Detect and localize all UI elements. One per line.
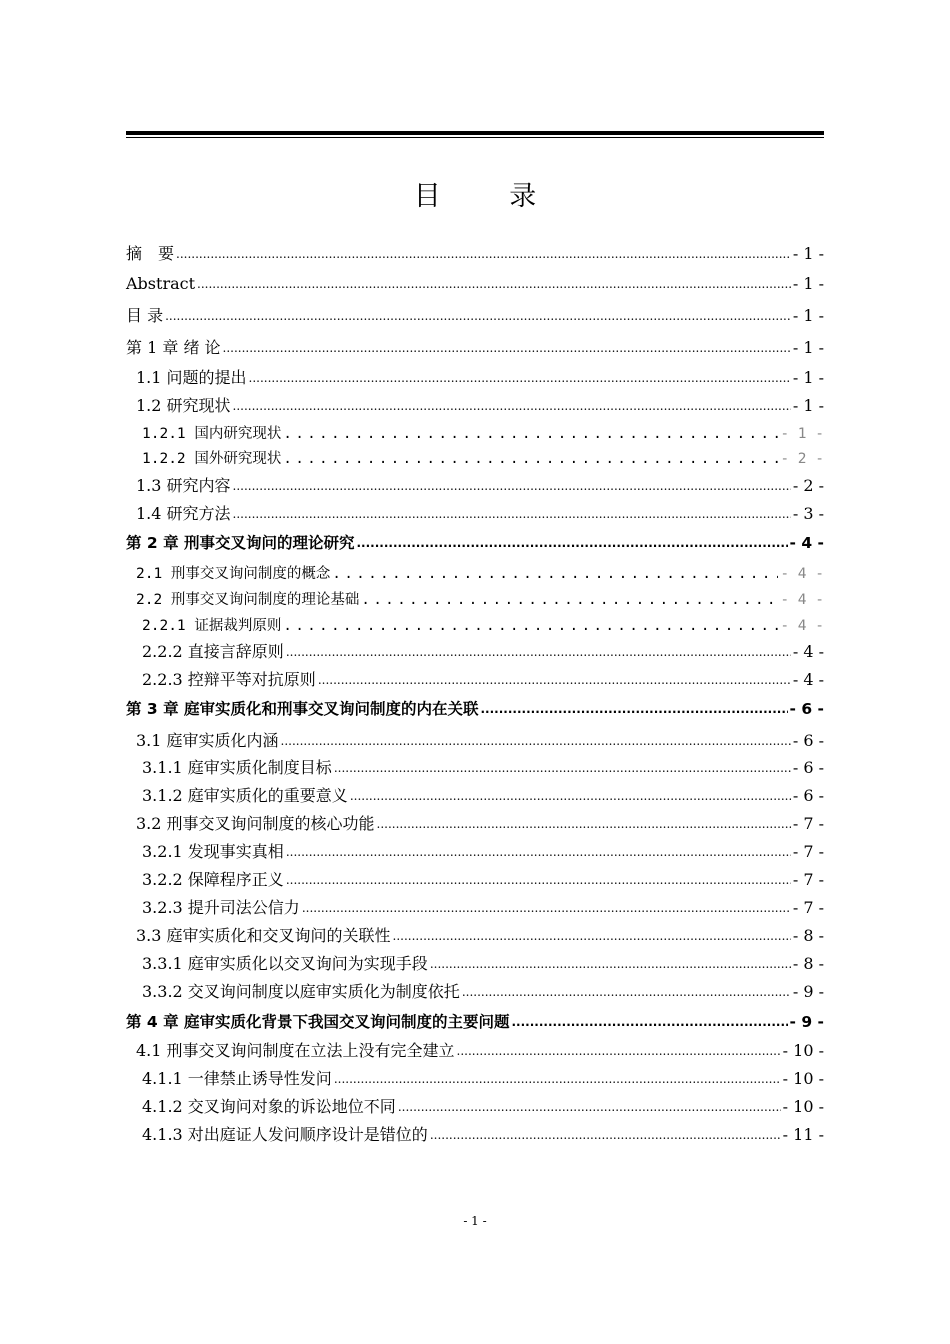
- toc-entry-label: 3.1.2 庭审实质化的重要意义: [142, 786, 348, 805]
- toc-entry[interactable]: [126, 953, 824, 974]
- toc-entry-page: - 10 -: [782, 1041, 824, 1060]
- toc-dot-leader: [283, 616, 778, 636]
- toc-entry-label: 1.2.1 国内研究现状: [142, 426, 282, 442]
- toc-entry[interactable]: [126, 243, 824, 264]
- toc-dot-leader: [430, 1124, 781, 1145]
- toc-entry-label: 第 1 章 绪 论: [126, 338, 221, 357]
- toc-dot-leader: [457, 1040, 781, 1061]
- toc-entry-page: - 6 -: [789, 700, 824, 718]
- toc-dot-leader: [302, 897, 791, 918]
- toc-entry-label: 2.1 刑事交叉询问制度的概念: [136, 566, 331, 582]
- toc-entry[interactable]: [126, 395, 824, 416]
- toc-dot-leader: [249, 367, 791, 388]
- toc-entry[interactable]: [126, 841, 824, 862]
- toc-entry-page: - 1 -: [792, 396, 824, 415]
- toc-dot-leader: [286, 869, 791, 890]
- toc-entry-label: 4.1.2 交叉询问对象的诉讼地位不同: [142, 1097, 396, 1116]
- toc-entry-page: - 1 -: [780, 426, 824, 442]
- toc-entry[interactable]: [126, 590, 824, 610]
- toc-dot-leader: [281, 730, 791, 751]
- toc-entry[interactable]: [126, 1096, 824, 1117]
- toc-entry-page: - 6 -: [792, 731, 824, 750]
- header-rule-thin: [126, 137, 824, 138]
- toc-entry[interactable]: [126, 616, 824, 636]
- page-title: 目 录: [413, 181, 567, 212]
- toc-dot-leader: [430, 953, 791, 974]
- toc-entry-page: - 1 -: [792, 368, 824, 387]
- toc-entry-page: - 7 -: [792, 870, 824, 889]
- toc-entry[interactable]: [126, 273, 824, 294]
- toc-dot-leader: [393, 925, 791, 946]
- toc-entry-page: - 7 -: [792, 842, 824, 861]
- toc-dot-leader: [480, 698, 787, 719]
- toc-dot-leader: [377, 813, 791, 834]
- toc-entry[interactable]: [126, 475, 824, 496]
- toc-entry-label: 3.1 庭审实质化内涵: [136, 731, 279, 750]
- toc-entry-label: 第 3 章 庭审实质化和刑事交叉询问制度的内在关联: [126, 700, 479, 718]
- toc-dot-leader: [283, 449, 778, 469]
- toc-entry-page: - 4 -: [792, 642, 824, 661]
- toc-entry[interactable]: [126, 305, 824, 326]
- toc-dot-leader: [332, 564, 778, 584]
- toc-entry-label: 2.2.2 直接言辞原则: [142, 642, 284, 661]
- header-rule-thick: [126, 131, 824, 135]
- toc-entry-page: - 1 -: [792, 338, 824, 357]
- toc-entry-label: 第 4 章 庭审实质化背景下我国交叉询问制度的主要问题: [126, 1013, 510, 1031]
- toc-entry-page: - 9 -: [792, 982, 824, 1001]
- toc-entry-page: - 6 -: [792, 786, 824, 805]
- toc-entry[interactable]: [126, 1040, 824, 1061]
- toc-entry-label: 2.2.1 证据裁判原则: [142, 618, 282, 634]
- toc-entry[interactable]: [126, 757, 824, 778]
- toc-entry-label: Abstract: [126, 274, 196, 293]
- toc-entry-page: - 4 -: [789, 534, 824, 552]
- toc-dot-leader: [350, 785, 791, 806]
- toc-entry-label: 3.2.1 发现事实真相: [142, 842, 284, 861]
- toc-entry-page: - 7 -: [792, 898, 824, 917]
- toc-dot-leader: [233, 503, 791, 524]
- toc-entry-page: - 1 -: [792, 244, 824, 263]
- toc-entry[interactable]: [126, 1011, 824, 1032]
- toc-dot-leader: [233, 395, 791, 416]
- toc-entry-page: - 7 -: [792, 814, 824, 833]
- toc-entry-label: 4.1.3 对出庭证人发问顺序设计是错位的: [142, 1125, 428, 1144]
- toc-entry[interactable]: [126, 785, 824, 806]
- toc-dot-leader: [334, 757, 791, 778]
- toc-entry[interactable]: [126, 367, 824, 388]
- toc-entry[interactable]: [126, 337, 824, 358]
- toc-dot-leader: [283, 424, 778, 444]
- toc-dot-leader: [197, 273, 791, 294]
- toc-entry-page: - 8 -: [792, 954, 824, 973]
- toc-entry[interactable]: [126, 981, 824, 1002]
- toc-entry-page: - 1 -: [792, 274, 824, 293]
- toc-entry-label: 2.2.3 控辩平等对抗原则: [142, 670, 316, 689]
- toc-entry[interactable]: [126, 869, 824, 890]
- toc-dot-leader: [462, 981, 791, 1002]
- toc-entry-label: 4.1.1 一律禁止诱导性发问: [142, 1069, 332, 1088]
- toc-dot-leader: [286, 841, 791, 862]
- toc-dot-leader: [165, 305, 791, 326]
- toc-entry-label: 3.2 刑事交叉询问制度的核心功能: [136, 814, 375, 833]
- toc-entry-page: - 4 -: [792, 670, 824, 689]
- toc-entry-label: 3.3 庭审实质化和交叉询问的关联性: [136, 926, 391, 945]
- toc-dot-leader: [398, 1096, 781, 1117]
- toc-entry-page: - 4 -: [780, 618, 824, 634]
- toc-entry-page: - 4 -: [780, 592, 824, 608]
- toc-dot-leader: [286, 641, 791, 662]
- toc-dot-leader: [318, 669, 791, 690]
- toc-entry[interactable]: [126, 698, 824, 719]
- toc-entry-label: 3.1.1 庭审实质化制度目标: [142, 758, 332, 777]
- toc-entry[interactable]: [126, 641, 824, 662]
- toc-entry[interactable]: [126, 1124, 824, 1145]
- toc-dot-leader: [356, 532, 787, 553]
- toc-entry-label: 3.3.1 庭审实质化以交叉询问为实现手段: [142, 954, 428, 973]
- toc-dot-leader: [233, 475, 791, 496]
- toc-entry[interactable]: [126, 532, 824, 553]
- toc-entry-label: 1.2.2 国外研究现状: [142, 451, 282, 467]
- toc-entry-label: 3.3.2 交叉询问制度以庭审实质化为制度依托: [142, 982, 460, 1001]
- toc-entry-page: - 11 -: [782, 1125, 824, 1144]
- page-number-footer: - 1 -: [463, 1214, 487, 1228]
- toc-dot-leader: [361, 590, 778, 610]
- toc-entry-page: - 3 -: [792, 504, 824, 523]
- toc-entry-label: 摘 要: [126, 244, 175, 263]
- toc-entry[interactable]: [126, 897, 824, 918]
- toc-entry-label: 3.2.2 保障程序正义: [142, 870, 284, 889]
- toc-entry-label: 3.2.3 提升司法公信力: [142, 898, 300, 917]
- toc-entry-page: - 6 -: [792, 758, 824, 777]
- toc-entry[interactable]: [126, 424, 824, 444]
- toc-entry-page: - 9 -: [789, 1013, 824, 1031]
- toc-entry[interactable]: [126, 449, 824, 469]
- toc-entry-label: 4.1 刑事交叉询问制度在立法上没有完全建立: [136, 1041, 455, 1060]
- toc-entry[interactable]: [126, 730, 824, 751]
- toc-entry[interactable]: [126, 925, 824, 946]
- toc-entry-label: 1.4 研究方法: [136, 504, 231, 523]
- toc-entry-page: - 1 -: [792, 306, 824, 325]
- toc-entry-page: - 4 -: [780, 566, 824, 582]
- toc-dot-leader: [511, 1011, 787, 1032]
- toc-entry-page: - 2 -: [792, 476, 824, 495]
- toc-entry-label: 1.3 研究内容: [136, 476, 231, 495]
- toc-entry-page: - 10 -: [782, 1097, 824, 1116]
- toc-dot-leader: [176, 243, 791, 264]
- toc-entry-label: 第 2 章 刑事交叉询问的理论研究: [126, 534, 355, 552]
- toc-entry-page: - 10 -: [782, 1069, 824, 1088]
- toc-dot-leader: [223, 337, 791, 358]
- toc-entry[interactable]: [126, 503, 824, 524]
- toc-entry[interactable]: [126, 564, 824, 584]
- toc-entry[interactable]: [126, 669, 824, 690]
- toc-entry-page: - 2 -: [780, 451, 824, 467]
- toc-entry-label: 目 录: [126, 306, 164, 325]
- toc-entry-label: 2.2 刑事交叉询问制度的理论基础: [136, 592, 360, 608]
- toc-entry[interactable]: [126, 813, 824, 834]
- toc-entry[interactable]: [126, 1068, 824, 1089]
- toc-entry-label: 1.2 研究现状: [136, 396, 231, 415]
- toc-entry-page: - 8 -: [792, 926, 824, 945]
- toc-dot-leader: [334, 1068, 781, 1089]
- toc-entry-label: 1.1 问题的提出: [136, 368, 247, 387]
